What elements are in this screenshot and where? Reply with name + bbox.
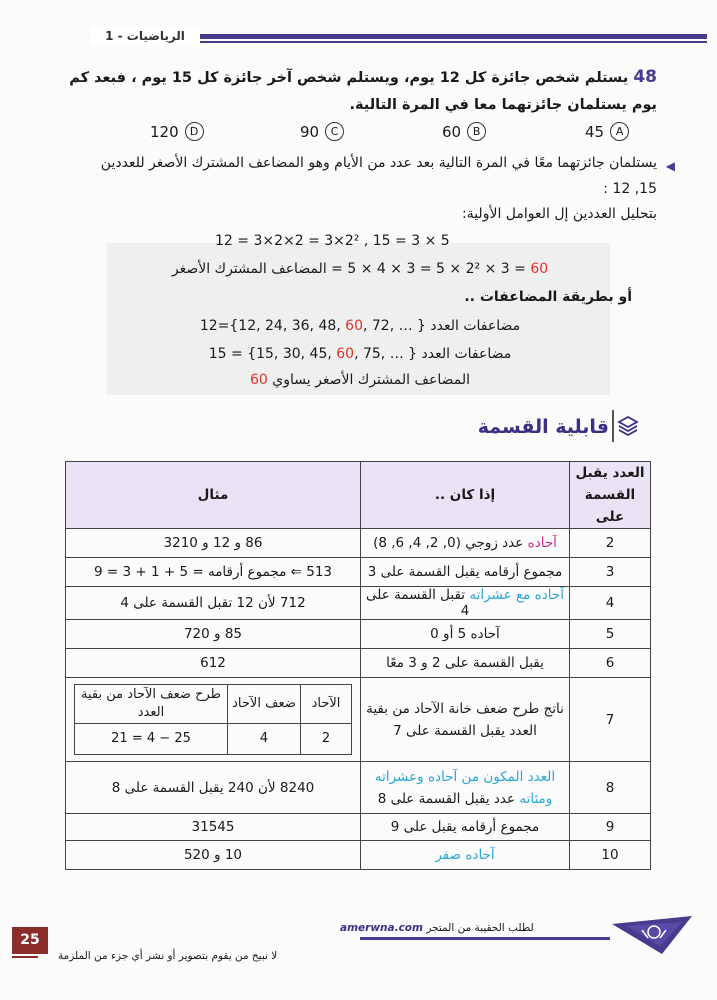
question-number: 48 xyxy=(633,67,657,87)
answer-line-1b: 15, 12 : xyxy=(603,181,657,197)
layers-icon xyxy=(617,411,639,441)
row-example: 31545 xyxy=(66,814,361,841)
table-row xyxy=(66,814,651,841)
option-b-value: 60 xyxy=(442,122,462,141)
row-example: 712 لأن 12 تقبل القسمة على 4 xyxy=(66,587,361,620)
inner-value-subtract: 25 − 4 = 21 xyxy=(75,724,228,755)
row-condition xyxy=(361,587,570,620)
question-text: يستلم شخص جائزة كل 12 يوم، ويستلم شخص آخر جائزة كل 15 يوم ، فبعد كم يوم يستلمان جائزتهما معا في المرة التالية. xyxy=(69,70,657,113)
lcm-text: المضاعف المشترك الأصغر يساوي xyxy=(272,372,470,388)
multiples-12-set xyxy=(218,318,426,334)
brand-logo-icon xyxy=(612,916,692,954)
cond-highlight: آحاده xyxy=(527,535,557,551)
answer-block xyxy=(57,150,675,202)
bullet-arrow-icon: ◀ xyxy=(665,159,675,173)
option-b[interactable] xyxy=(442,122,486,141)
table-row xyxy=(66,841,651,870)
store-line xyxy=(340,922,534,934)
answer-line-3: 12 = 3×2×2 = 3×2² , 15 = 3 × 5 xyxy=(215,233,450,249)
row-number: 3 xyxy=(570,558,651,587)
row-example xyxy=(66,678,361,762)
row-condition xyxy=(361,529,570,558)
table-row xyxy=(66,529,651,558)
row-number: 7 xyxy=(570,678,651,762)
multiples-12-label: مضاعفات العدد 12 xyxy=(199,318,521,334)
row-condition: يقبل القسمة على 2 و 3 معًا xyxy=(361,649,570,678)
copyright-notice: لا نبيح من يقوم بتصوير أو نشر أي جزء من الملزمة xyxy=(58,950,278,962)
m12-red: 60 xyxy=(345,318,363,334)
answer-line-2: بتحليل العددين إل العوامل الأولية: xyxy=(461,206,657,222)
footer-bar xyxy=(360,937,610,940)
option-c-value: 90 xyxy=(300,122,320,141)
table-row xyxy=(66,649,651,678)
row-number: 4 xyxy=(570,587,651,620)
row-number: 6 xyxy=(570,649,651,678)
header-number: العدد يقبل القسمة على xyxy=(570,462,651,529)
m15-post: , 75, … } xyxy=(354,346,418,362)
page-number: 25 xyxy=(12,927,48,954)
multiples-15-set xyxy=(227,346,418,362)
multiples-15 xyxy=(195,343,525,365)
row-number: 9 xyxy=(570,814,651,841)
option-a[interactable] xyxy=(585,122,629,141)
inner-header-double: ضعف الآحاد xyxy=(228,685,301,724)
divisibility-table xyxy=(65,461,651,870)
cond-text: عدد يقبل القسمة على 8 xyxy=(377,790,520,807)
m15-pre: = {15, 30, 45, xyxy=(226,346,337,362)
row-example: 10 و 520 xyxy=(66,841,361,870)
inner-header-subtract: طرح ضعف الآحاد من بقية العدد xyxy=(75,685,228,724)
row-number: 2 xyxy=(570,529,651,558)
cond-text: عدد زوجي (0, 2, 4, 6, 8) xyxy=(373,535,528,551)
answer-line-1: يستلمان جائزتهما معًا في المرة التالية بعد عدد من الأيام وهو المضاعف المشترك الأصغر للعددين xyxy=(100,155,657,171)
option-d-letter: D xyxy=(185,122,204,141)
row-number: 8 xyxy=(570,762,651,814)
option-c-letter: C xyxy=(325,122,344,141)
store-prefix: لطلب الحقيبة من المتجر xyxy=(426,922,534,934)
table-row xyxy=(66,762,651,814)
section-title: قابلية القسمة xyxy=(477,416,609,438)
cond-highlight: آحاده صفر xyxy=(435,847,495,863)
header-title: الرياضيات - 1 xyxy=(90,26,200,46)
lcm-line xyxy=(200,369,520,391)
table-row xyxy=(66,678,651,762)
option-a-letter: A xyxy=(610,122,629,141)
cond-text: تقبل القسمة على 4 xyxy=(366,587,470,619)
options xyxy=(150,122,630,146)
row-example: 85 و 720 xyxy=(66,620,361,649)
lcm-value: 60 xyxy=(250,372,268,388)
multiples-15-label: مضاعفات العدد 15 xyxy=(208,346,512,362)
table-row xyxy=(66,620,651,649)
cond-highlight: آحاده مع عشراته xyxy=(469,587,564,603)
m12-post: , 72, … } xyxy=(362,318,426,334)
row-condition xyxy=(361,762,570,814)
page-number-underline xyxy=(12,956,38,958)
header-bar xyxy=(185,34,707,39)
question xyxy=(57,64,657,119)
section-divider xyxy=(612,410,614,442)
inner-value-double: 4 xyxy=(228,724,301,755)
header-example: مثال xyxy=(66,462,361,529)
table-row xyxy=(66,587,651,620)
store-link[interactable]: amerwna.com xyxy=(340,922,423,934)
row-number: 5 xyxy=(570,620,651,649)
row-condition: مجموع أرقامه يقبل القسمة على 3 xyxy=(361,558,570,587)
row-condition: ناتج طرح ضعف خانة الآحاد من بقية العدد يقبل القسمة على 7 xyxy=(361,678,570,762)
row-condition xyxy=(361,841,570,870)
inner-header-row xyxy=(75,685,352,724)
table-header-row xyxy=(66,462,651,529)
m12-pre: ={12, 24, 36, 48, xyxy=(217,318,346,334)
cond-highlight: العدد المكون من آحاده وعشراته ومئاته xyxy=(374,768,556,807)
option-c[interactable] xyxy=(300,122,344,141)
inner-header-ones: الآحاد xyxy=(301,685,352,724)
table-row xyxy=(66,558,651,587)
option-b-letter: B xyxy=(467,122,486,141)
answer-line-4-rest: = 3 × 2² × 5 = 3 × 4 × 5 = المضاعف المشترك الأصغر xyxy=(171,261,531,277)
header-condition: إذا كان .. xyxy=(361,462,570,529)
row-example: 86 و 12 و 3210 xyxy=(66,529,361,558)
m15-red: 60 xyxy=(336,346,355,362)
row-condition: مجموع أرقامه يقبل على 9 xyxy=(361,814,570,841)
option-d-value: 120 xyxy=(150,122,179,141)
inner-value-row xyxy=(75,724,352,755)
row-condition: آحاده 5 أو 0 xyxy=(361,620,570,649)
inner-table xyxy=(74,684,352,755)
inner-value-ones: 2 xyxy=(301,724,352,755)
row-example: 513 ⇐ مجموع أرقامه = 5 + 1 + 3 = 9 xyxy=(66,558,361,587)
row-example: 8240 لأن 240 يقبل القسمة على 8 xyxy=(66,762,361,814)
lcm-red-value: 60 xyxy=(530,261,549,277)
multiples-12 xyxy=(195,315,525,337)
option-d[interactable] xyxy=(150,122,204,141)
answer-line-5: أو بطريقة المضاعفات .. xyxy=(464,289,632,305)
header-bar-thin xyxy=(185,41,707,43)
row-example: 612 xyxy=(66,649,361,678)
row-number: 10 xyxy=(570,841,651,870)
answer-line-4 xyxy=(160,258,560,280)
option-a-value: 45 xyxy=(585,122,605,141)
